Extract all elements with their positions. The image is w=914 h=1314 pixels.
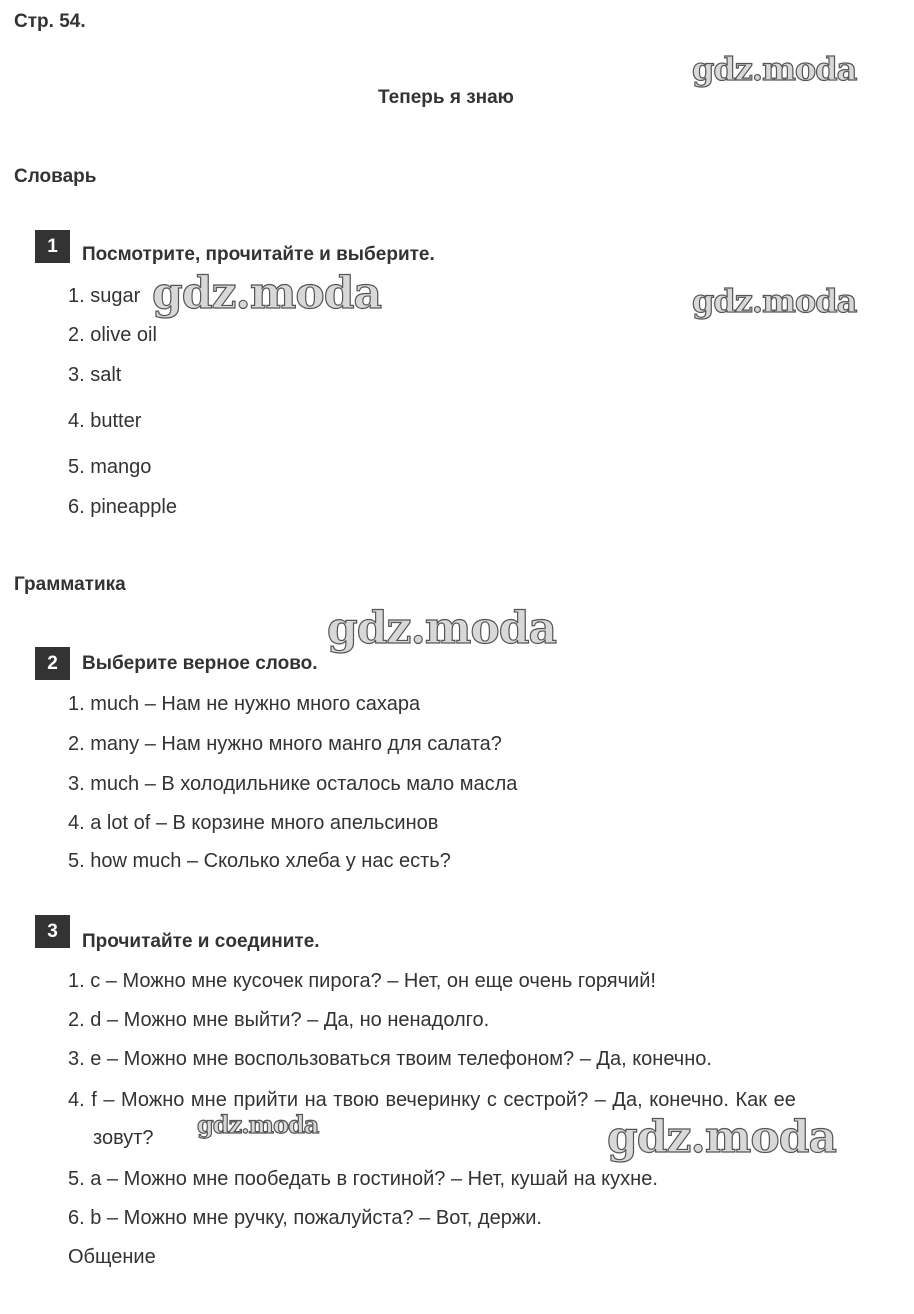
next-section-label: Общение <box>68 1246 156 1268</box>
list-item: 4. butter <box>68 410 142 432</box>
watermark-logo: gdz.moda <box>692 282 857 320</box>
list-item: 4. f – Можно мне прийти на твою вечеринку с сестрой? – Да, конечно. Как ее <box>68 1089 796 1111</box>
list-item: 6. b – Можно мне ручку, пожалуйста? – Вот, держи. <box>68 1207 542 1229</box>
section-heading-vocab: Словарь <box>14 166 97 187</box>
list-item-continuation: зовут? <box>93 1127 154 1149</box>
list-item: 3. e – Можно мне воспользоваться твоим телефоном? – Да, конечно. <box>68 1048 712 1070</box>
list-item: 2. olive oil <box>68 324 157 346</box>
watermark-logo: gdz.moda <box>197 1110 319 1139</box>
list-item: 3. salt <box>68 364 122 386</box>
exercise-instruction: Прочитайте и соедините. <box>82 931 320 952</box>
list-item: 6. pineapple <box>68 496 177 518</box>
watermark-logo: gdz.moda <box>607 1112 837 1163</box>
list-item: 5. how much – Сколько хлеба у нас есть? <box>68 850 451 872</box>
exercise-instruction: Посмотрите, прочитайте и выберите. <box>82 244 435 265</box>
list-item: 1. much – Нам не нужно много сахара <box>68 693 421 715</box>
list-item: 1. sugar <box>68 285 141 307</box>
list-item: 4. a lot of – В корзине много апельсинов <box>68 812 439 834</box>
exercise-instruction: Выберите верное слово. <box>82 653 318 674</box>
exercise-number-badge: 1 <box>35 230 70 263</box>
exercise-number-badge: 2 <box>35 647 70 680</box>
page-title: Теперь я знаю <box>378 87 514 108</box>
section-heading-grammar: Грамматика <box>14 574 126 595</box>
list-item: 2. d – Можно мне выйти? – Да, но ненадолго. <box>68 1009 490 1031</box>
watermark-logo: gdz.moda <box>692 50 857 88</box>
list-item: 5. mango <box>68 456 152 478</box>
exercise-number-badge: 3 <box>35 915 70 948</box>
watermark-logo: gdz.moda <box>152 268 382 319</box>
list-item: 3. much – В холодильнике осталось мало масла <box>68 773 518 795</box>
watermark-logo: gdz.moda <box>327 603 557 654</box>
list-item: 5. a – Можно мне пообедать в гостиной? – Нет, кушай на кухне. <box>68 1168 658 1190</box>
list-item: 2. many – Нам нужно много манго для салата? <box>68 733 502 755</box>
list-item: 1. c – Можно мне кусочек пирога? – Нет, он еще очень горячий! <box>68 970 656 992</box>
page-label: Стр. 54. <box>14 11 86 32</box>
